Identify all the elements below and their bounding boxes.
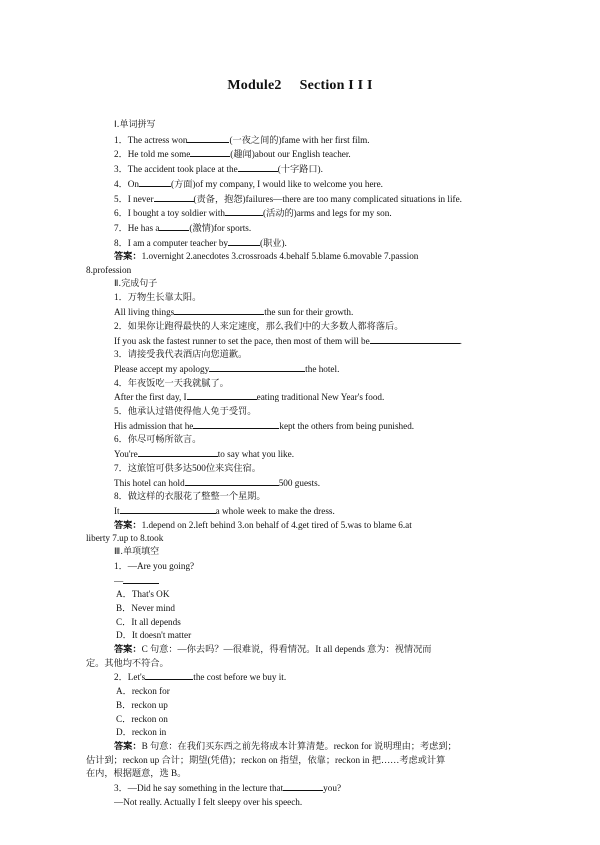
s2-answer: 答案：1.depend on 2.left behind 3.on behalf of 4.get tired of 5.was to blame 6.at (114, 519, 412, 530)
s1-item-7: 7．He has a (激情)for sports. (114, 222, 252, 233)
s3-q2-answer: 答案：B 句意：在我们买东西之前先将成本计算清楚。reckon for 说明理由；考虑到； (114, 740, 457, 751)
title-section: Section I I I (299, 78, 373, 93)
s2-item-4-cn: 4．年夜饭吃一天我就腻了。 (114, 377, 229, 388)
s2-item-6-en: You're to say what you like. (114, 449, 294, 460)
s2-item-7-cn: 7．这旅馆可供多达500位来宾住宿。 (114, 462, 261, 473)
s3-q1-option-c: C．It all depends (116, 616, 181, 627)
s2-item-6-cn: 6．你尽可畅所欲言。 (114, 434, 202, 445)
s3-q3-reply: —Not really. Actually I felt sleepy over his speech. (114, 796, 303, 807)
s3-q1-option-d: D．It doesn't matter (116, 630, 192, 641)
s3-q1-answer: 答案：C 句意：—你去吗？—很难说，得看情况。It all depends 意为：视情况而 (114, 644, 432, 655)
s3-q2-option-a: A．reckon for (116, 686, 170, 697)
section-2-heading: Ⅱ.完成句子 (114, 278, 158, 289)
s3-q2-option-b: B．reckon up (116, 699, 168, 710)
s2-item-2-cn: 2．如果你让跑得最快的人来定速度，那么我们中的大多数人都将落后。 (114, 320, 404, 331)
s3-q1-answer-cont: 定。其他均不符合。 (86, 657, 169, 668)
s1-item-8: 8．I am a computer teacher by (职业). (114, 237, 287, 248)
title-module: Module2 (227, 78, 282, 93)
s1-item-5: 5．I never (责备，抱怨)failures—there are too many complicated situations in life. (114, 193, 462, 204)
s2-item-8-en: It a whole week to make the dress. (114, 505, 335, 516)
s2-item-4-en: After the first day, I eating traditional New Year's food. (114, 392, 385, 403)
page-title (0, 78, 600, 94)
s3-q2-answer-cont-2: 在内，根据题意，选 B。 (86, 768, 187, 779)
s1-answer: 答案：1.overnight 2.anecdotes 3.crossroads 4.behalf 5.blame 6.movable 7.passion (114, 251, 419, 262)
s2-item-1-cn: 1．万物生长靠太阳。 (114, 292, 202, 303)
s1-item-6: 6．I bought a toy soldier with (活动的)arms and legs for my son. (114, 208, 392, 219)
s3-q1-option-b: B．Never mind (116, 602, 175, 613)
s2-item-2-en: If you ask the fastest runner to set the pace, then most of them will be . (114, 335, 462, 346)
s3-q1-reply: — (114, 574, 518, 589)
s3-q2-answer-cont-1: 估计到；reckon up 合计；期望(凭借)；reckon on 指望，依靠；reckon in 把……考虑或计算 (86, 754, 446, 765)
s2-item-1-en: All living things the sun for their growth. (114, 307, 354, 318)
s3-q2-stem: 2．Let's the cost before we buy it. (114, 672, 287, 683)
s2-item-5-cn: 5．他承认过错使得他人免于受罚。 (114, 406, 257, 417)
s1-answer-cont: 8.profession (86, 265, 132, 276)
s3-q3-stem: 3．—Did he say something in the lecture that you? (114, 783, 342, 794)
s2-answer-cont: liberty 7.up to 8.took (86, 533, 164, 544)
s2-item-8-cn: 8．做这样的衣服花了整整一个星期。 (114, 491, 266, 502)
s1-item-4: 4．On (方面)of my company, I would like to welcome you here. (114, 178, 383, 189)
s2-item-5-en: His admission that he kept the others from being punished. (114, 420, 415, 431)
s1-item-3: 3．The accident took place at the (十字路口). (114, 164, 323, 175)
s2-item-3-cn: 3．请接受我代表酒店向您道歉。 (114, 349, 248, 360)
section-1-heading: Ⅰ.单词拼写 (114, 120, 156, 130)
s3-q2-option-d: D．reckon in (116, 727, 167, 738)
s2-item-7-en: This hotel can hold 500 guests. (114, 477, 321, 488)
document-body (86, 119, 518, 809)
s3-q1-option-a: A．That's OK (116, 589, 170, 600)
s1-item-1: 1．The actress won (一夜之间的)fame with her first film. (114, 134, 370, 145)
s2-item-3-en: Please accept my apology the hotel. (114, 363, 340, 374)
s1-item-2: 2．He told me some (趣闻)about our English teacher. (114, 149, 351, 160)
s3-q2-option-c: C．reckon on (116, 713, 168, 724)
section-3-heading: Ⅲ.单项填空 (114, 547, 160, 558)
s3-q1-stem: 1．—Are you going? (114, 560, 195, 571)
